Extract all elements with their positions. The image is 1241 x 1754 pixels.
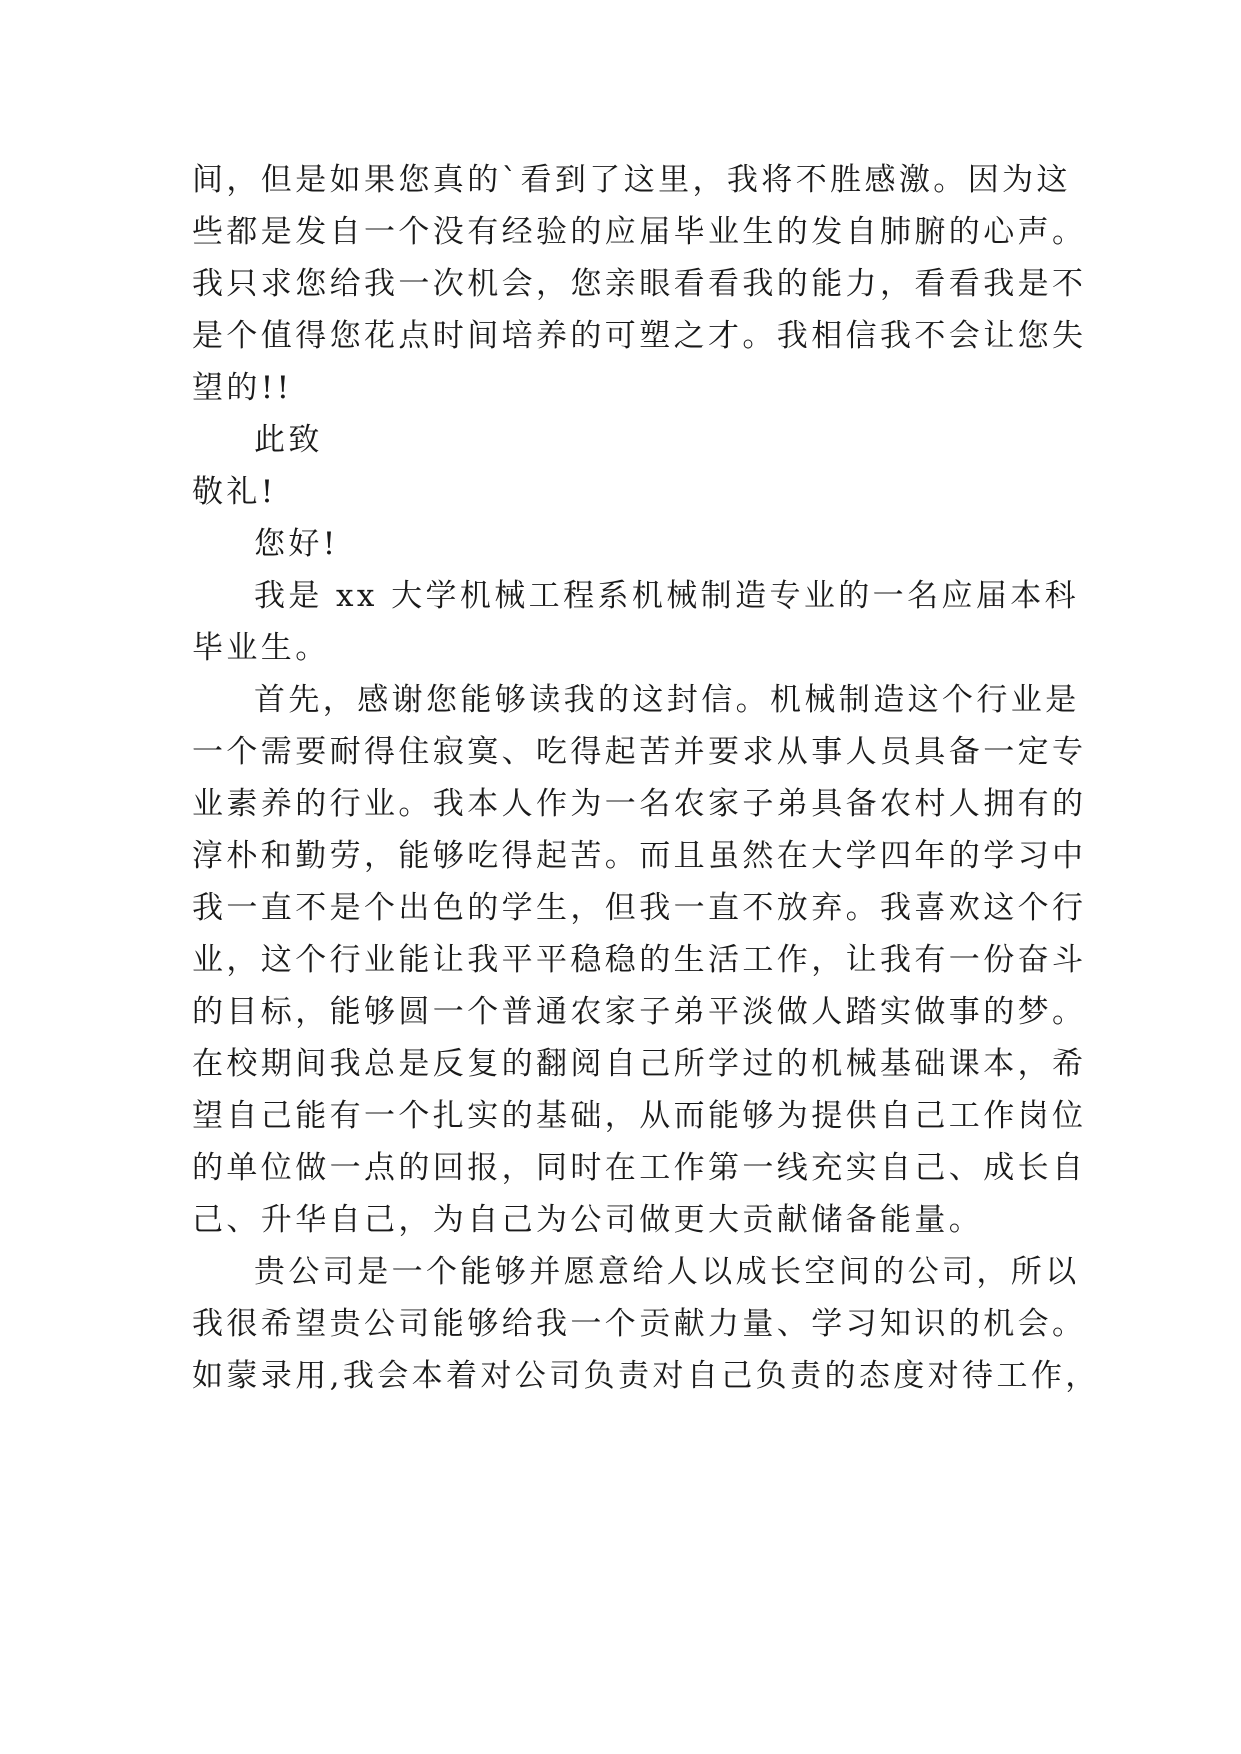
text-line: 我是 xx 大学机械工程系机械制造专业的一名应届本科 <box>254 578 1080 614</box>
text-line: 我很希望贵公司能够给我一个贡献力量、学习知识的机会。 <box>192 1306 1087 1342</box>
salutation-line: 敬礼! <box>192 474 277 510</box>
text-line: 我一直不是个出色的学生，但我一直不放弃。我喜欢这个行 <box>192 890 1087 926</box>
text-line: 业，这个行业能让我平平稳稳的生活工作，让我有一份奋斗 <box>192 942 1087 978</box>
greeting-line: 您好! <box>254 526 339 562</box>
text-line: 是个值得您花点时间培养的可塑之才。我相信我不会让您失 <box>192 318 1087 354</box>
text-line: 一个需要耐得住寂寞、吃得起苦并要求从事人员具备一定专 <box>192 734 1087 770</box>
text-line: 毕业生。 <box>192 630 330 666</box>
text-line: 首先，感谢您能够读我的这封信。机械制造这个行业是 <box>254 682 1080 718</box>
text-line: 望自己能有一个扎实的基础，从而能够为提供自己工作岗位 <box>192 1098 1087 1134</box>
text-line: 在校期间我总是反复的翻阅自己所学过的机械基础课本，希 <box>192 1046 1087 1082</box>
text-line: 我只求您给我一次机会，您亲眼看看我的能力，看看我是不 <box>192 266 1087 302</box>
text-line: 如蒙录用,我会本着对公司负责对自己负责的态度对待工作， <box>192 1358 1100 1394</box>
text-line: 己、升华自己，为自己为公司做更大贡献储备能量。 <box>192 1202 984 1238</box>
text-line: 淳朴和勤劳，能够吃得起苦。而且虽然在大学四年的学习中 <box>192 838 1087 874</box>
text-line: 贵公司是一个能够并愿意给人以成长空间的公司，所以 <box>254 1254 1080 1290</box>
closing-line: 此致 <box>254 422 323 458</box>
text-line: 望的!! <box>192 370 293 406</box>
text-line: 间，但是如果您真的`看到了这里，我将不胜感激。因为这 <box>192 162 1071 198</box>
text-line: 的目标，能够圆一个普通农家子弟平淡做人踏实做事的梦。 <box>192 994 1087 1030</box>
text-line: 的单位做一点的回报，同时在工作第一线充实自己、成长自 <box>192 1150 1087 1186</box>
text-line: 些都是发自一个没有经验的应届毕业生的发自肺腑的心声。 <box>192 214 1087 250</box>
text-line: 业素养的行业。我本人作为一名农家子弟具备农村人拥有的 <box>192 786 1087 822</box>
